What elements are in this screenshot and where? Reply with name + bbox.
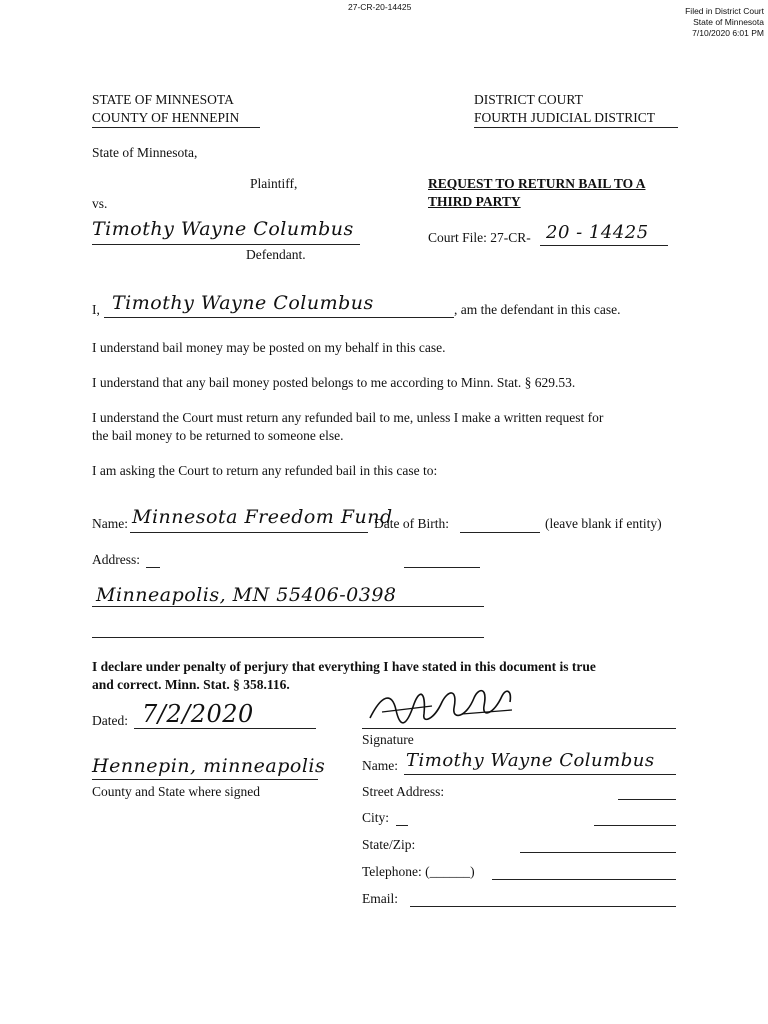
declaration-line2: and correct. Minn. Stat. § 358.116. — [92, 677, 290, 692]
document-title-line2: THIRD PARTY — [428, 194, 521, 209]
court-file-rule — [540, 245, 668, 246]
filed-line-2: State of Minnesota — [693, 17, 764, 27]
address-rule-short — [146, 567, 160, 568]
paragraph-bail-posted: I understand bail money may be posted on my behalf in this case. — [92, 340, 446, 355]
defendant-label: Defendant. — [246, 247, 306, 262]
paragraph-refund-line1: I understand the Court must return any refunded bail to me, unless I make a written request for — [92, 410, 604, 425]
defendant-statement: , am the defendant in this case. — [454, 302, 621, 317]
street-address-label: Street Address: — [362, 784, 445, 799]
county-heading: COUNTY OF HENNEPIN — [92, 110, 240, 125]
address-handwritten: Minneapolis, MN 55406-0398 — [96, 584, 397, 606]
signer-name-rule — [404, 774, 676, 775]
recipient-name-label: Name: — [92, 516, 128, 531]
street-address-rule — [618, 799, 676, 800]
caption-left-rule — [92, 127, 260, 128]
plaintiff-label: Plaintiff, — [250, 176, 298, 191]
address-label: Address: — [92, 552, 140, 567]
city-label: City: — [362, 810, 390, 825]
dated-label: Dated: — [92, 713, 128, 728]
county-handwritten: Hennepin, minneapolis — [92, 755, 326, 777]
recipient-name-handwritten: Minnesota Freedom Fund — [132, 506, 393, 528]
signature-label: Signature — [362, 732, 414, 747]
telephone-label: Telephone: (______) — [362, 864, 475, 879]
city-rule-right — [594, 825, 676, 826]
state-zip-label: State/Zip: — [362, 837, 416, 852]
signer-name-handwritten: Timothy Wayne Columbus — [406, 750, 655, 771]
paragraph-refund-line2: the bail money to be returned to someone else. — [92, 428, 344, 443]
address-line-1-rule — [92, 606, 484, 607]
state-heading: STATE OF MINNESOTA — [92, 92, 234, 107]
signature-rule — [362, 728, 676, 729]
state-zip-rule — [520, 852, 676, 853]
defendant-self-name-handwritten: Timothy Wayne Columbus — [112, 292, 374, 314]
filed-line-3: 7/10/2020 6:01 PM — [692, 28, 764, 38]
document-title-line1: REQUEST TO RETURN BAIL TO A — [428, 176, 646, 191]
signature-image — [362, 684, 522, 732]
dob-rule — [460, 532, 540, 533]
caption-right-rule — [474, 127, 678, 128]
county-rule — [92, 779, 318, 780]
court-heading: DISTRICT COURT — [474, 92, 583, 107]
i-prefix: I, — [92, 302, 100, 317]
defendant-name-handwritten: Timothy Wayne Columbus — [92, 218, 354, 240]
county-label: County and State where signed — [92, 784, 260, 799]
email-rule — [410, 906, 676, 907]
dated-rule — [134, 728, 316, 729]
address-line-2-rule — [92, 637, 484, 638]
signer-name-label: Name: — [362, 758, 398, 773]
court-file-number-handwritten: 20 - 14425 — [546, 222, 649, 243]
filed-line-1: Filed in District Court — [685, 6, 764, 16]
declaration-line1: I declare under penalty of perjury that everything I have stated in this document is true — [92, 659, 596, 674]
dated-handwritten: 7/2/2020 — [142, 700, 254, 728]
versus-label: vs. — [92, 196, 108, 211]
court-file-label: Court File: 27-CR- — [428, 230, 531, 245]
i-name-rule — [104, 317, 454, 318]
defendant-rule — [92, 244, 360, 245]
address-rule-right — [404, 567, 480, 568]
telephone-rule — [492, 879, 676, 880]
city-rule-short — [396, 825, 408, 826]
paragraph-request: I am asking the Court to return any refunded bail in this case to: — [92, 463, 438, 478]
filed-stamp — [685, 6, 764, 39]
dob-note: (leave blank if entity) — [545, 516, 662, 531]
email-label: Email: — [362, 891, 398, 906]
paragraph-bail-belongs: I understand that any bail money posted belongs to me according to Minn. Stat. § 629.53. — [92, 375, 576, 390]
recipient-name-rule — [130, 532, 368, 533]
district-heading: FOURTH JUDICIAL DISTRICT — [474, 110, 655, 125]
plaintiff-name: State of Minnesota, — [92, 145, 198, 160]
case-number-header: 27-CR-20-14425 — [348, 2, 412, 12]
dob-label: Date of Birth: — [374, 516, 449, 531]
